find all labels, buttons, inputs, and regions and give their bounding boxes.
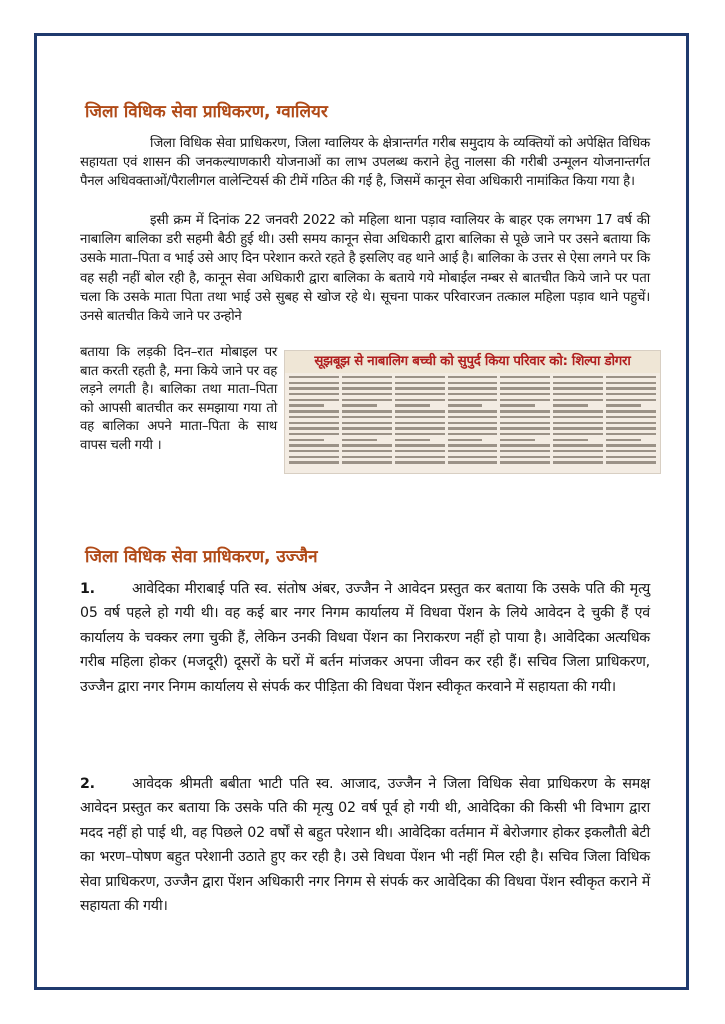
news-clipping-text-line — [395, 404, 430, 406]
news-clipping-text-line — [395, 416, 445, 418]
news-clipping-text-line — [448, 393, 498, 395]
gwalior-paragraph-1: जिला विधिक सेवा प्राधिकरण, जिला ग्वालियर के क्षेत्रान्तर्गत गरीब समुदाय के व्यक्तियों को अपेक्षित विधिक सहायता एवं शासन की जनकल्याणकारी योजनाओं का लाभ उपलब्ध कराने हेतु नालसा की गरीबी उन्मूलन योजनान्तर्गत पैनल अधिवक्ताओं/पैरालीगल वालेन्टियर्स की टीमें गठित की गई है, जिसमें कानून सेवा अधिकारी नामांकित किया गया है। — [80, 136, 650, 190]
news-clipping-text-line — [500, 404, 535, 406]
news-clipping-text-line — [606, 393, 656, 395]
news-clipping-text-line — [606, 404, 641, 406]
news-clipping-text-line — [289, 376, 339, 378]
news-clipping-text-line — [448, 416, 498, 418]
news-clipping-text-line — [395, 422, 445, 424]
news-clipping-text-line — [289, 393, 339, 395]
news-clipping-text-line — [289, 416, 339, 418]
news-clipping-text-line — [448, 439, 483, 441]
case-2-number: 2. — [80, 776, 95, 792]
news-clipping-text-line — [553, 444, 603, 446]
news-clipping-text-line — [448, 376, 498, 378]
news-clipping-text-line — [342, 410, 392, 412]
news-clipping-text-line — [289, 422, 339, 424]
news-clipping-text-line — [395, 439, 430, 441]
news-clipping-text-line — [342, 404, 377, 406]
news-clipping-text-line — [289, 456, 339, 458]
news-clipping-text-line — [342, 393, 392, 395]
news-clipping-text-line — [553, 404, 588, 406]
news-clipping-text-line — [606, 444, 656, 446]
news-clipping-text-line — [553, 433, 603, 435]
news-clipping-text-line — [500, 461, 550, 463]
news-clipping-text-line — [448, 382, 498, 384]
news-clipping-text-line — [342, 456, 392, 458]
news-clipping-text-line — [606, 456, 656, 458]
news-clipping-text-line — [395, 376, 445, 378]
news-clipping-text-line — [448, 404, 483, 406]
news-clipping-text-line — [606, 410, 656, 412]
gwalior-paragraph-2-continued: बताया कि लड़की दिन–रात मोबाइल पर बात करती रहती है, मना किये जाने पर वह लड़ने लगती है। बालिका तथा माता–पिता को आपसी बातचीत कर समझाया गया तो वह बालिका अपने माता–पिता के साथ वापस चली गयी । — [80, 345, 277, 453]
news-clipping-text-line — [553, 387, 603, 389]
case-2-text: आवेदक श्रीमती बबीता भाटी पति स्व. आजाद, उज्जैन ने जिला विधिक सेवा प्राधिकरण के समक्ष आवेदन प्रस्तुत कर बताया कि उसके पति की मृत्यु 02 वर्ष पूर्व हो गयी थी, आवेदिका की किसी भी विभाग द्वारा मदद नहीं हो पाई थी, वह पिछले 02 वर्षों से बहुत परेशान थी। आवेदिका वर्तमान में बेरोजगार होकर इकलौती बेटी का भरण–पोषण बहुत परेशानी उठाते हुए कर रही है। उसे विधवा पेंशन भी नहीं मिल रही है। सचिव जिला विधिक सेवा प्राधिकरण, उज्जैन द्वारा पेंशन अधिकारी नगर निगम से संपर्क कर आवेदिका की विधवा पेंशन स्वीकृत कराने में सहायता की गयी। — [80, 776, 650, 915]
news-clipping-text-line — [500, 450, 550, 452]
news-clipping-text-line — [606, 422, 656, 424]
news-clipping-column — [553, 376, 603, 470]
news-clipping-text-line — [395, 444, 445, 446]
news-clipping-text-line — [500, 427, 550, 429]
news-clipping-text-line — [500, 444, 550, 446]
news-clipping-text-line — [606, 433, 656, 435]
ujjain-case-1 — [80, 577, 650, 699]
news-clipping-text-line — [342, 422, 392, 424]
news-clipping-column — [500, 376, 550, 470]
news-clipping-text-line — [395, 387, 445, 389]
news-clipping-text-line — [395, 456, 445, 458]
news-clipping-text-line — [289, 399, 339, 401]
news-clipping-text-line — [500, 456, 550, 458]
news-clipping-text-line — [289, 387, 339, 389]
news-clipping-text-line — [289, 427, 339, 429]
news-clipping-text-line — [448, 387, 498, 389]
news-clipping-text-line — [500, 387, 550, 389]
news-clipping-text-line — [500, 439, 535, 441]
news-clipping-text-line — [500, 399, 550, 401]
news-clipping-text-line — [606, 399, 656, 401]
news-clipping-text-line — [448, 410, 498, 412]
news-clipping-text-line — [342, 376, 392, 378]
news-clipping-text-line — [448, 422, 498, 424]
news-clipping-column — [395, 376, 445, 470]
news-clipping-text-line — [395, 433, 445, 435]
news-clipping-text-line — [500, 382, 550, 384]
section-heading-gwalior: जिला विधिक सेवा प्राधिकरण, ग्वालियर — [85, 102, 328, 122]
news-clipping-column — [342, 376, 392, 470]
news-clipping-text-line — [553, 450, 603, 452]
news-clipping-text-line — [553, 456, 603, 458]
news-clipping-text-line — [289, 461, 339, 463]
news-clipping-text-line — [342, 387, 392, 389]
ujjain-case-2 — [80, 772, 650, 918]
news-clipping-text-line — [342, 461, 392, 463]
news-clipping-text-line — [342, 416, 392, 418]
news-clipping-text-line — [342, 399, 392, 401]
news-clipping-text-line — [606, 382, 656, 384]
news-clipping-text-line — [342, 427, 392, 429]
news-clipping-text-line — [606, 450, 656, 452]
news-clipping-text-line — [448, 433, 498, 435]
news-clipping-column — [606, 376, 656, 470]
case-1-text: आवेदिका मीराबाई पति स्व. संतोष अंबर, उज्जैन ने आवेदन प्रस्तुत कर बताया कि उसके पति की मृत्यु 05 वर्ष पहले हो गयी थी। वह कई बार नगर निगम कार्यालय में विधवा पेंशन के लिये आवेदन दे चुकी हैं एवं कार्यालय के चक्कर लगा चुकी हैं, लेकिन उनकी विधवा पेंशन का निराकरण नहीं हो पाया है। आवेदिका अत्यधिक गरीब महिला होकर (मजदूरी) दूसरों के घरों में बर्तन मांजकर अपना जीवन कर रही हैं। सचिव जिला प्राधिकरण, उज्जैन द्वारा नगर निगम कार्यालय से संपर्क कर पीड़िता की विधवा पेंशन स्वीकृत करवाने में सहायता की गयी। — [80, 581, 650, 695]
news-clipping-text-line — [553, 382, 603, 384]
news-clipping-text-line — [448, 456, 498, 458]
news-clipping-text-line — [448, 427, 498, 429]
news-clipping-text-line — [500, 393, 550, 395]
news-clipping-text-line — [500, 422, 550, 424]
news-clipping-text-line — [606, 387, 656, 389]
news-clipping-text-line — [553, 427, 603, 429]
news-clipping-text-line — [606, 439, 641, 441]
case-1-number: 1. — [80, 581, 95, 597]
news-clipping-image — [284, 350, 661, 474]
news-clipping-text-line — [342, 450, 392, 452]
news-clipping-text-line — [553, 399, 603, 401]
news-clipping-text-line — [448, 461, 498, 463]
news-clipping-text-line — [289, 444, 339, 446]
section-heading-ujjain: जिला विधिक सेवा प्राधिकरण, उज्जैन — [85, 547, 318, 567]
news-clipping-text-line — [500, 433, 550, 435]
news-clipping-text-line — [289, 450, 339, 452]
news-clipping-text-line — [448, 450, 498, 452]
news-clipping-text-line — [342, 444, 392, 446]
news-clipping-text-line — [553, 439, 588, 441]
news-clipping-text-line — [395, 450, 445, 452]
news-clipping-text-line — [289, 439, 324, 441]
news-clipping-text-line — [553, 422, 603, 424]
news-clipping-text-line — [553, 461, 603, 463]
news-clipping-text-line — [395, 393, 445, 395]
news-clipping-text-line — [500, 410, 550, 412]
news-clipping-text-line — [606, 427, 656, 429]
news-clipping-text-line — [500, 376, 550, 378]
news-clipping-text-line — [553, 376, 603, 378]
news-clipping-text-line — [342, 382, 392, 384]
news-clipping-text-line — [606, 416, 656, 418]
news-clipping-text-columns — [289, 376, 656, 470]
news-clipping-column — [448, 376, 498, 470]
news-clipping-column — [289, 376, 339, 470]
news-clipping-text-line — [289, 410, 339, 412]
news-clipping-text-line — [500, 416, 550, 418]
news-clipping-text-line — [395, 410, 445, 412]
news-clipping-text-line — [289, 433, 339, 435]
news-clipping-text-line — [606, 461, 656, 463]
gwalior-paragraph-2: इसी क्रम में दिनांक 22 जनवरी 2022 को महिला थाना पड़ाव ग्वालियर के बाहर एक लगभग 17 वर्ष की नाबालिग बालिका डरी सहमी बैठी हुई थी। उसी समय कानून सेवा अधिकारी द्वारा बालिका से पूछे जाने पर उसने बताया कि उसके माता–पिता व भाई उसे आए दिन परेशान करते रहते है इसलिए वह थाने आई है। बालिका के उत्तर से ऐसा लगने पर कि वह सही नहीं बोल रही है, कानून सेवा अधिकारी द्वारा बालिका के बताये गये मोबाईल नम्बर से बातचीत किये जाने पर पता चला कि उसके माता पिता तथा भाई उसे सुबह से खोज रहे थे। सूचना पाकर परिवारजन तत्काल महिला पड़ाव थाने पहुचें। उनसे बातचीत किये जाने पर उन्होने — [80, 213, 650, 325]
news-clipping-text-line — [289, 382, 339, 384]
news-clipping-text-line — [289, 404, 324, 406]
news-clipping-headline: सूझबूझ से नाबालिग बच्ची को सुपुर्द किया परिवार को: शिल्पा डोगरा — [285, 351, 660, 373]
news-clipping-text-line — [448, 399, 498, 401]
news-clipping-text-line — [395, 461, 445, 463]
news-clipping-text-line — [395, 427, 445, 429]
news-clipping-text-line — [395, 399, 445, 401]
news-clipping-text-line — [553, 416, 603, 418]
news-clipping-text-line — [342, 439, 377, 441]
news-clipping-text-line — [342, 433, 392, 435]
news-clipping-text-line — [448, 444, 498, 446]
news-clipping-text-line — [395, 382, 445, 384]
news-clipping-text-line — [553, 393, 603, 395]
news-clipping-text-line — [606, 376, 656, 378]
news-clipping-text-line — [553, 410, 603, 412]
